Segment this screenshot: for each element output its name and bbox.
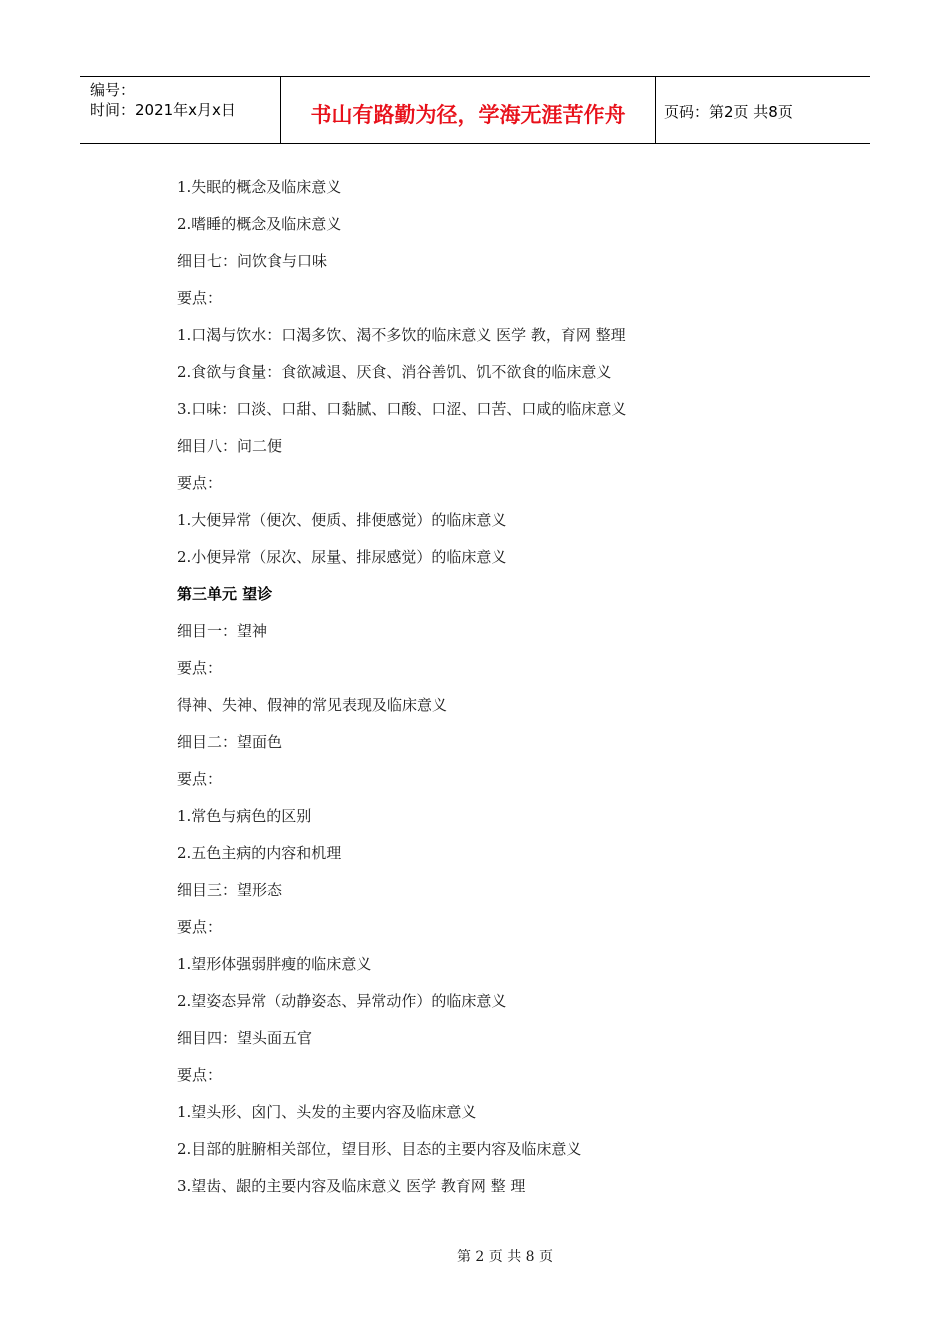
page-footer: 第 2 页 共 8 页	[456, 1249, 554, 1265]
subsection-heading: 细目一：望神	[177, 622, 268, 640]
body-line: 1.望形体强弱胖瘦的临床意义	[177, 955, 372, 973]
body-line: 1.口渴与饮水：口渴多饮、渴不多饮的临床意义 医学 教，育网 整理	[177, 326, 626, 344]
body-line: 2.目部的脏腑相关部位，望目形、目态的主要内容及临床意义	[177, 1140, 582, 1158]
unit-heading: 第三单元 望诊	[177, 585, 273, 603]
subsection-heading: 细目八：问二便	[177, 437, 283, 455]
body-line: 1.大便异常（便次、便质、排便感觉）的临床意义	[177, 511, 507, 529]
subsection-heading: 细目三：望形态	[177, 881, 283, 899]
document-number-label: 编号：	[90, 81, 136, 99]
body-line: 3.望齿、龈的主要内容及临床意义 医学 教育网 整 理	[177, 1177, 526, 1195]
document-date: 时间：2021年x月x日	[90, 101, 236, 119]
header-meta-cell	[80, 77, 281, 143]
key-points-label: 要点：	[177, 918, 223, 936]
body-line: 得神、失神、假神的常见表现及临床意义	[177, 696, 448, 714]
header-page-info: 页码：第2页 共8页	[664, 103, 793, 121]
key-points-label: 要点：	[177, 659, 223, 677]
header-page-cell	[656, 77, 870, 143]
body-line: 2.食欲与食量：食欲减退、厌食、消谷善饥、饥不欲食的临床意义	[177, 363, 612, 381]
header-motto-cell	[281, 77, 656, 143]
body-line: 2.嗜睡的概念及临床意义	[177, 215, 342, 233]
document-body	[177, 176, 817, 1212]
body-line: 1.常色与病色的区别	[177, 807, 312, 825]
key-points-label: 要点：	[177, 770, 223, 788]
body-line: 2.望姿态异常（动静姿态、异常动作）的临床意义	[177, 992, 507, 1010]
subsection-heading: 细目四：望头面五官	[177, 1029, 313, 1047]
page-header	[80, 76, 870, 144]
key-points-label: 要点：	[177, 289, 223, 307]
body-line: 2.五色主病的内容和机理	[177, 844, 342, 862]
body-line: 1.望头形、囟门、头发的主要内容及临床意义	[177, 1103, 477, 1121]
key-points-label: 要点：	[177, 1066, 223, 1084]
body-line: 3.口味：口淡、口甜、口黏腻、口酸、口涩、口苦、口咸的临床意义	[177, 400, 627, 418]
body-line: 1.失眠的概念及临床意义	[177, 178, 342, 196]
header-motto: 书山有路勤为径，学海无涯苦作舟	[310, 103, 626, 127]
subsection-heading: 细目二：望面色	[177, 733, 283, 751]
body-line: 2.小便异常（尿次、尿量、排尿感觉）的临床意义	[177, 548, 507, 566]
key-points-label: 要点：	[177, 474, 223, 492]
subsection-heading: 细目七：问饮食与口味	[177, 252, 328, 270]
